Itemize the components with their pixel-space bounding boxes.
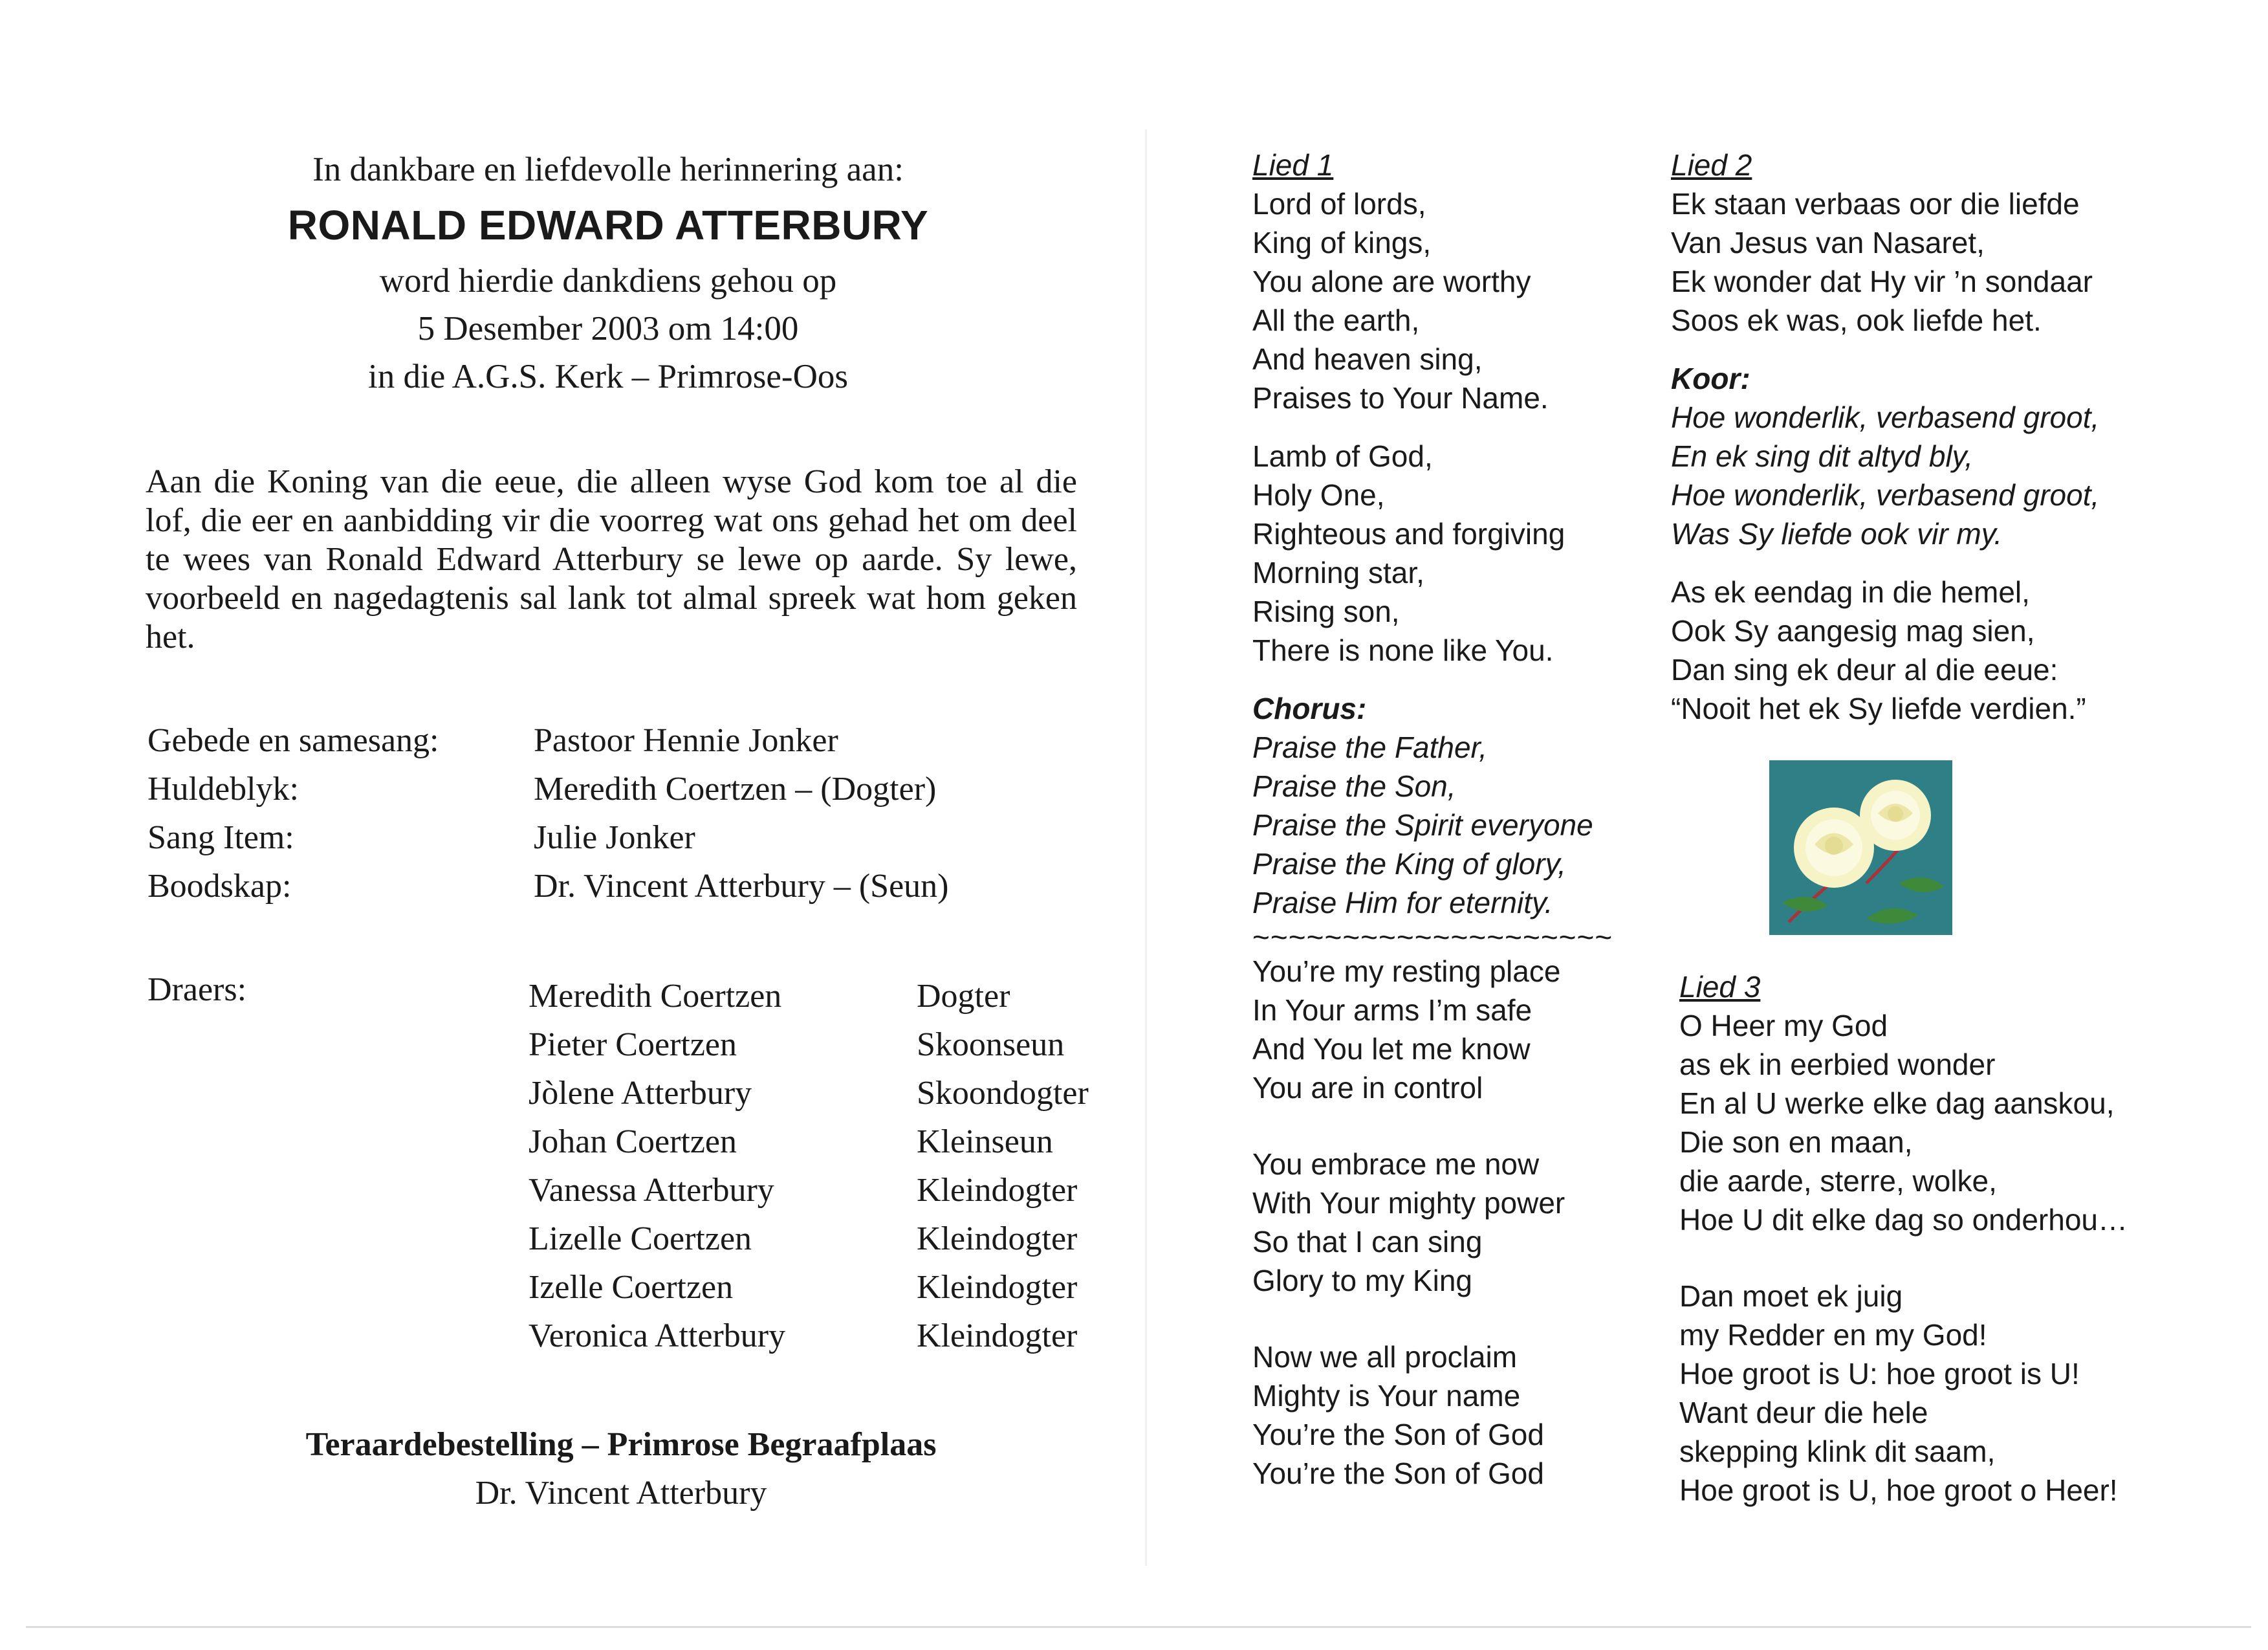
lyric-line: O Heer my God	[1679, 1009, 1888, 1042]
lyric-line: There is none like You.	[1252, 633, 1554, 667]
lyric-line: As ek eendag in die hemel,	[1671, 575, 2030, 609]
lyric-line: En al U werke elke dag aanskou,	[1679, 1086, 2115, 1120]
lyric-line: my Redder en my God!	[1679, 1318, 1987, 1352]
deceased-name: RONALD EDWARD ATTERBURY	[287, 202, 929, 248]
lyric-line: You alone are worthy	[1252, 265, 1531, 298]
burial-block	[220, 1420, 1022, 1517]
bearer-relation: Skoonseun	[917, 1026, 1065, 1063]
bearer-relation: Skoondogter	[917, 1075, 1089, 1112]
chorus-line: Praise the Spirit everyone	[1252, 808, 1593, 842]
lyric-line: Ek staan verbaas oor die liefde	[1671, 187, 2080, 221]
lyric-line: And You let me know	[1252, 1032, 1531, 1066]
role-label: Sang Item:	[147, 819, 294, 856]
lyric-line: You are in control	[1252, 1071, 1483, 1105]
bearer-name: Johan Coertzen	[529, 1123, 737, 1160]
bearer-relation: Kleindogter	[917, 1317, 1078, 1354]
lyric-line: Glory to my King	[1252, 1264, 1472, 1297]
koor-line: Was Sy liefde ook vir my.	[1671, 517, 2003, 551]
role-value: Julie Jonker	[534, 819, 695, 856]
bearer-name: Vanessa Atterbury	[529, 1172, 774, 1209]
lyric-line: Rising son,	[1252, 595, 1400, 628]
lyric-line: You’re my resting place	[1252, 954, 1561, 988]
white-roses-icon	[1769, 760, 1952, 935]
lyric-line: Praises to Your Name.	[1252, 381, 1549, 415]
lyric-line: as ek in eerbied wonder	[1679, 1048, 1996, 1081]
tribute-paragraph: Aan die Koning van die eeue, die alleen wyse God kom toe al die lof, die eer en aanbidding vir die voorreg wat ons gehad het om deel te wees van Ronald Edward Atterbury se lewe op aarde. Sy lewe, voorbeeld en nagedagtenis sal lank tot almal spreek wat hom geken het.	[146, 463, 1077, 655]
bearer-relation: Kleindogter	[917, 1172, 1078, 1209]
intro-line-2: word hierdie dankdiens gehou op	[379, 262, 837, 300]
chorus-line: Praise the Father,	[1252, 731, 1488, 764]
chorus-line: Praise Him for eternity.	[1252, 886, 1553, 919]
lyric-line: In Your arms I’m safe	[1252, 993, 1532, 1027]
lied-3	[1679, 967, 2128, 1510]
chorus-line: Praise the King of glory,	[1252, 847, 1566, 881]
lyric-line: All the earth,	[1252, 303, 1420, 337]
lyric-line: Morning star,	[1252, 556, 1424, 589]
lyric-line: With Your mighty power	[1252, 1186, 1565, 1220]
role-value: Pastoor Hennie Jonker	[534, 722, 838, 759]
koor-heading: Koor:	[1671, 362, 1750, 395]
bearer-name: Izelle Coertzen	[529, 1269, 734, 1306]
bearer-relation: Kleinseun	[917, 1123, 1053, 1160]
bearer-name: Pieter Coertzen	[529, 1026, 737, 1063]
koor-line: Hoe wonderlik, verbasend groot,	[1671, 478, 2100, 512]
lyric-line: Ek wonder dat Hy vir ’n sondaar	[1671, 265, 2093, 298]
lyric-line: Hoe groot is U, hoe groot o Heer!	[1679, 1473, 2118, 1507]
lyric-line: Now we all proclaim	[1252, 1340, 1518, 1374]
bearer-relation: Dogter	[917, 978, 1010, 1015]
lyric-line: Die son en maan,	[1679, 1125, 1913, 1159]
lyric-line: You’re the Son of God	[1252, 1418, 1544, 1451]
lyric-line: You embrace me now	[1252, 1147, 1540, 1181]
bearer-name: Veronica Atterbury	[529, 1317, 786, 1354]
burial-place: Teraardebestelling – Primrose Begraafplaas	[305, 1426, 937, 1463]
service-date: 5 Desember 2003 om 14:00	[417, 310, 799, 347]
bearer-name: Lizelle Coertzen	[529, 1220, 752, 1257]
lyric-line: Hoe U dit elke dag so onderhou…	[1679, 1203, 2128, 1237]
lyric-line: die aarde, sterre, wolke,	[1679, 1164, 1997, 1198]
lied-1	[1252, 146, 1613, 1493]
lied-2-title: Lied 2	[1671, 148, 1752, 182]
koor-line: En ek sing dit altyd bly,	[1671, 439, 1974, 473]
lied-2	[1671, 146, 2099, 728]
lyric-line: So that I can sing	[1252, 1225, 1483, 1259]
lyric-line: Want deur die hele	[1679, 1396, 1928, 1429]
lyric-line: You’re the Son of God	[1252, 1457, 1544, 1490]
lyric-line: “Nooit het ek Sy liefde verdien.”	[1671, 692, 2086, 725]
bearer-name: Meredith Coertzen	[529, 978, 782, 1015]
lyric-line: King of kings,	[1252, 226, 1432, 259]
bearers-label: Draers:	[147, 971, 247, 1008]
role-label: Boodskap:	[147, 868, 292, 905]
intro-line-1: In dankbare en liefdevolle herinnering aan:	[312, 151, 904, 188]
intro-block	[155, 146, 1061, 401]
page-fold	[1145, 129, 1147, 1566]
lied-1-title: Lied 1	[1252, 148, 1334, 182]
lyric-line: Dan sing ek deur al die eeue:	[1671, 653, 2058, 687]
role-value: Meredith Coertzen – (Dogter)	[534, 771, 937, 808]
lyric-line: And heaven sing,	[1252, 342, 1483, 376]
lyric-line: Dan moet ek juig	[1679, 1279, 1903, 1313]
lied-3-title: Lied 3	[1679, 970, 1761, 1004]
lyric-line: Lamb of God,	[1252, 439, 1433, 473]
role-label: Gebede en samesang:	[147, 722, 439, 759]
koor-line: Hoe wonderlik, verbasend groot,	[1671, 401, 2100, 434]
lyric-line: Righteous and forgiving	[1252, 517, 1565, 551]
role-label: Huldeblyk:	[147, 771, 299, 808]
lyric-line: Lord of lords,	[1252, 187, 1426, 221]
lyric-line: Soos ek was, ook liefde het.	[1671, 303, 2042, 337]
bearer-relation: Kleindogter	[917, 1220, 1078, 1257]
lyric-line: Hoe groot is U: hoe groot is U!	[1679, 1357, 2080, 1391]
burial-officiant: Dr. Vincent Atterbury	[475, 1475, 767, 1512]
lyric-line: Holy One,	[1252, 478, 1385, 512]
tilde-divider: ~~~~~~~~~~~~~~~~~~~~	[1252, 920, 1613, 954]
service-venue: in die A.G.S. Kerk – Primrose-Oos	[368, 358, 848, 395]
bearer-name: Jòlene Atterbury	[529, 1075, 752, 1112]
bearer-relation: Kleindogter	[917, 1269, 1078, 1306]
lyric-line: skepping klink dit saam,	[1679, 1435, 1996, 1468]
lyric-line: Van Jesus van Nasaret,	[1671, 226, 1985, 259]
lyric-line: Mighty is Your name	[1252, 1379, 1521, 1413]
chorus-line: Praise the Son,	[1252, 769, 1456, 803]
role-value: Dr. Vincent Atterbury – (Seun)	[534, 868, 949, 905]
chorus-heading: Chorus:	[1252, 692, 1367, 725]
lyric-line: Ook Sy aangesig mag sien,	[1671, 614, 2035, 648]
